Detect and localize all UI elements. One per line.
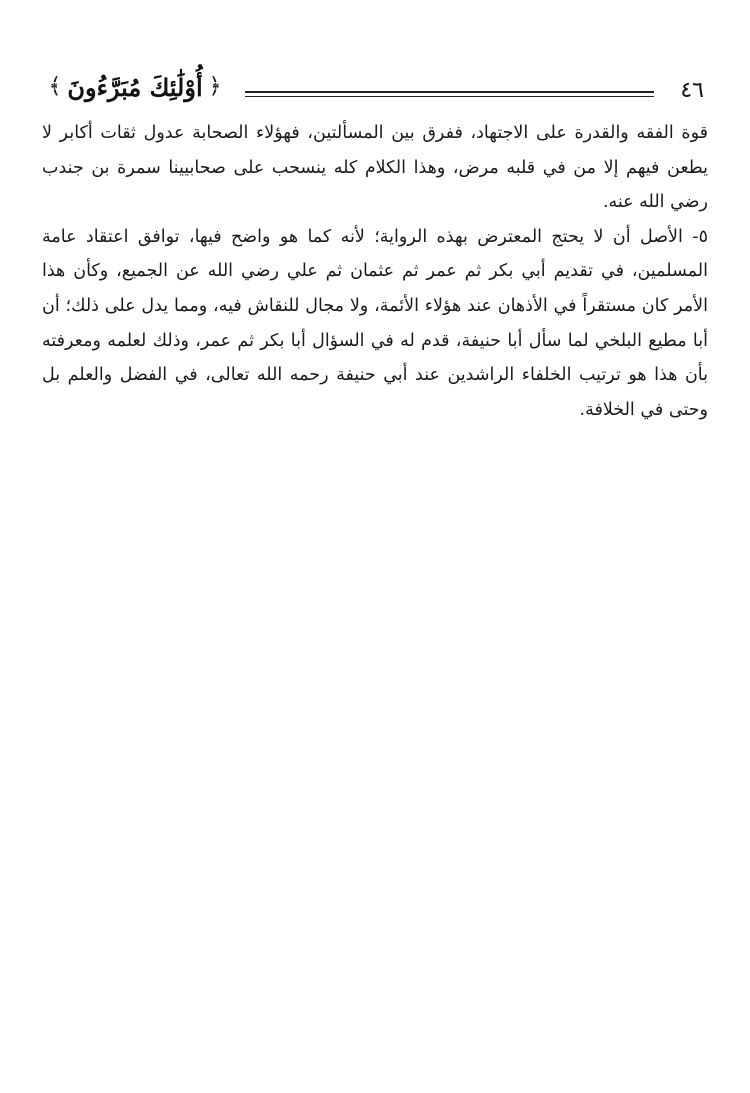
- paragraph-1: قوة الفقه والقدرة على الاجتهاد، ففرق بين المسألتين، فهؤلاء الصحابة عدول ثقات أكابر لا يطعن فيهم إلا من في قلبه مرض، وهذا الكلام كله ينسحب على صحابيينا سمرة بن جندب رضي الله عنه.: [42, 123, 708, 213]
- running-title: [40, 62, 230, 112]
- paragraph-2: ٥- الأصل أن لا يحتج المعترض بهذه الرواية؛ لأنه كما هو واضح فيها، توافق اعتقاد عامة المسلمين، في تقديم أبي بكر ثم عمر ثم عثمان ثم علي رضي الله عن الجميع، وكأن هذا الأمر كان مستقراً في الأذهان عند هؤلاء الأئمة، ولا مجال للنقاش فيه، ومما يدل على ذلك؛ أن أبا مطيع البلخي لما سأل أبا حنيفة، قدم له في السؤال أبا بكر ثم عمر، وذلك لعلمه ومعرفته بأن هذا هو ترتيب الخلفاء الراشدين عند أبي حنيفة رحمه الله تعالى، في الفضل والعلم بل وحتى في الخلافة.: [42, 226, 708, 420]
- ornament-left-bracket: ﴾: [48, 74, 62, 99]
- body-text: [42, 116, 708, 427]
- book-title: أُوْلَٰئِكَ مُبَرَّءُونَ: [67, 72, 203, 102]
- page-header: [40, 62, 716, 112]
- page-number: ٤٦: [680, 78, 704, 103]
- ornament-right-bracket: ﴿: [208, 74, 222, 99]
- header-divider: [245, 91, 654, 97]
